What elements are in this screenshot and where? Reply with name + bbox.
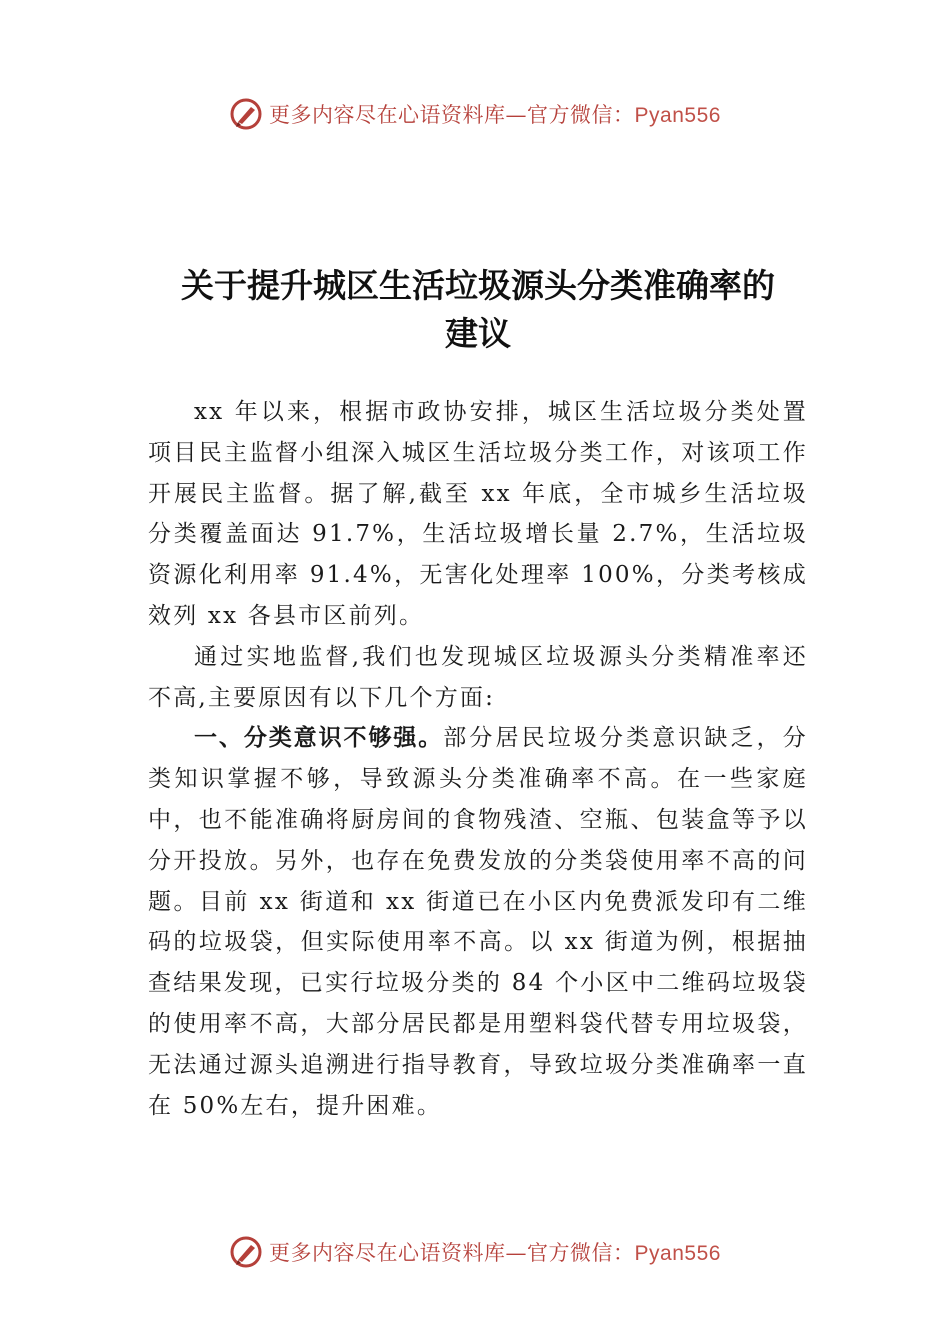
- footer-banner: [0, 1232, 950, 1272]
- document-title: [148, 262, 808, 358]
- pen-logo-icon: [229, 1235, 263, 1269]
- title-line-2: 建议: [445, 314, 511, 353]
- pen-logo-icon: [229, 97, 263, 131]
- title-line-1: 关于提升城区生活垃圾源头分类准确率的: [181, 266, 775, 305]
- header-banner: [0, 94, 950, 134]
- header-banner-text: 更多内容尽在心语资料库—官方微信：Pyan556: [269, 103, 721, 127]
- paragraph-3: [148, 718, 808, 1126]
- paragraph-1: xx 年以来，根据市政协安排，城区生活垃圾分类处置项目民主监督小组深入城区生活垃圾分类工作，对该项工作开展民主监督。据了解,截至 xx 年底，全市城乡生活垃圾分类覆盖面达 91.7%，生活垃圾增长量 2.7%，生活垃圾资源化利用率 91.4%，无害化处理率 100%，分类考核成效列 xx 各县市区前列。: [148, 399, 808, 629]
- footer-banner-text: 更多内容尽在心语资料库—官方微信：Pyan556: [269, 1241, 721, 1265]
- document-body: [148, 392, 808, 1126]
- paragraph-2: 通过实地监督,我们也发现城区垃圾源头分类精准率还不高,主要原因有以下几个方面:: [148, 643, 808, 711]
- section-heading-1: 一、分类意识不够强。: [194, 725, 444, 752]
- paragraph-3-body: 部分居民垃圾分类意识缺乏，分类知识掌握不够，导致源头分类准确率不高。在一些家庭中，也不能准确将厨房间的食物残渣、空瓶、包装盒等予以分开投放。另外，也存在免费发放的分类袋使用率不高的问题。目前 xx 街道和 xx 街道已在小区内免费派发印有二维码的垃圾袋，但实际使用率不高。以 xx 街道为例，根据抽查结果发现，已实行垃圾分类的 84 个小区中二维码垃圾袋的使用率不高，大部分居民都是用塑料袋代替专用垃圾袋，无法通过源头追溯进行指导教育，导致垃圾分类准确率一直在 50%左右，提升困难。: [148, 725, 808, 1119]
